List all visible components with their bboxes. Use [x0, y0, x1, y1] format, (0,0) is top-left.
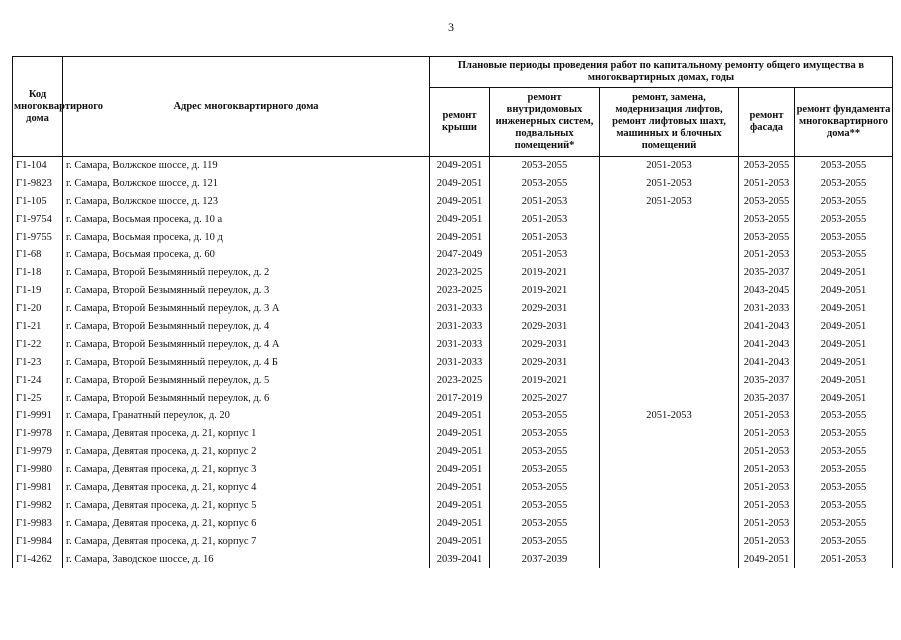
cell-facade: 2051-2053 [739, 497, 795, 515]
cell-engineering: 2053-2055 [490, 157, 600, 175]
cell-address: г. Самара, Девятая просека, д. 21, корпус 5 [63, 497, 430, 515]
cell-code: Г1-9991 [13, 407, 63, 425]
cell-address: г. Самара, Девятая просека, д. 21, корпус 2 [63, 443, 430, 461]
cell-roof: 2049-2051 [430, 175, 490, 193]
cell-address: г. Самара, Восьмая просека, д. 60 [63, 246, 430, 264]
cell-address: г. Самара, Второй Безымянный переулок, д. 3 [63, 282, 430, 300]
table-row [13, 497, 893, 515]
cell-code: Г1-9978 [13, 425, 63, 443]
cell-engineering: 2053-2055 [490, 515, 600, 533]
cell-foundation: 2049-2051 [795, 390, 893, 408]
table-row [13, 282, 893, 300]
cell-foundation: 2053-2055 [795, 479, 893, 497]
cell-elevators [600, 479, 739, 497]
cell-engineering: 2025-2027 [490, 390, 600, 408]
cell-elevators [600, 497, 739, 515]
cell-engineering: 2053-2055 [490, 497, 600, 515]
cell-engineering: 2019-2021 [490, 264, 600, 282]
cell-address: г. Самара, Восьмая просека, д. 10 д [63, 229, 430, 247]
cell-code: Г1-25 [13, 390, 63, 408]
cell-address: г. Самара, Второй Безымянный переулок, д. 4 А [63, 336, 430, 354]
cell-code: Г1-4262 [13, 551, 63, 569]
cell-roof: 2047-2049 [430, 246, 490, 264]
cell-code: Г1-9983 [13, 515, 63, 533]
cell-engineering: 2053-2055 [490, 461, 600, 479]
cell-foundation: 2053-2055 [795, 515, 893, 533]
cell-foundation: 2053-2055 [795, 497, 893, 515]
cell-code: Г1-9755 [13, 229, 63, 247]
cell-elevators [600, 229, 739, 247]
table-row [13, 533, 893, 551]
cell-foundation: 2049-2051 [795, 318, 893, 336]
table-row [13, 390, 893, 408]
table-row [13, 336, 893, 354]
cell-roof: 2049-2051 [430, 407, 490, 425]
cell-foundation: 2053-2055 [795, 443, 893, 461]
cell-address: г. Самара, Второй Безымянный переулок, д. 4 [63, 318, 430, 336]
cell-code: Г1-9823 [13, 175, 63, 193]
cell-elevators [600, 282, 739, 300]
cell-facade: 2053-2055 [739, 193, 795, 211]
cell-code: Г1-9984 [13, 533, 63, 551]
cell-facade: 2035-2037 [739, 372, 795, 390]
cell-facade: 2041-2043 [739, 354, 795, 372]
cell-roof: 2049-2051 [430, 211, 490, 229]
cell-roof: 2049-2051 [430, 479, 490, 497]
cell-engineering: 2029-2031 [490, 318, 600, 336]
cell-roof: 2049-2051 [430, 193, 490, 211]
cell-foundation: 2053-2055 [795, 157, 893, 175]
cell-foundation: 2053-2055 [795, 533, 893, 551]
cell-elevators [600, 264, 739, 282]
page-number: 3 [448, 20, 454, 34]
cell-engineering: 2029-2031 [490, 300, 600, 318]
table-row [13, 443, 893, 461]
cell-foundation: 2053-2055 [795, 229, 893, 247]
cell-roof: 2049-2051 [430, 443, 490, 461]
cell-engineering: 2051-2053 [490, 229, 600, 247]
cell-elevators: 2051-2053 [600, 175, 739, 193]
cell-foundation: 2051-2053 [795, 551, 893, 569]
cell-roof: 2031-2033 [430, 336, 490, 354]
cell-address: г. Самара, Девятая просека, д. 21, корпус 1 [63, 425, 430, 443]
cell-roof: 2031-2033 [430, 318, 490, 336]
cell-elevators: 2051-2053 [600, 193, 739, 211]
cell-foundation: 2053-2055 [795, 425, 893, 443]
cell-facade: 2051-2053 [739, 175, 795, 193]
cell-engineering: 2051-2053 [490, 246, 600, 264]
cell-address: г. Самара, Волжское шоссе, д. 121 [63, 175, 430, 193]
cell-address: г. Самара, Волжское шоссе, д. 123 [63, 193, 430, 211]
cell-address: г. Самара, Восьмая просека, д. 10 а [63, 211, 430, 229]
cell-facade: 2041-2043 [739, 318, 795, 336]
header-foundation: ремонт фундамента многоквартирного дома** [795, 88, 893, 157]
cell-roof: 2049-2051 [430, 515, 490, 533]
table-row [13, 479, 893, 497]
cell-roof: 2031-2033 [430, 354, 490, 372]
cell-foundation: 2049-2051 [795, 282, 893, 300]
cell-address: г. Самара, Второй Безымянный переулок, д. 2 [63, 264, 430, 282]
cell-elevators [600, 336, 739, 354]
cell-engineering: 2029-2031 [490, 336, 600, 354]
cell-code: Г1-18 [13, 264, 63, 282]
cell-roof: 2049-2051 [430, 497, 490, 515]
cell-foundation: 2049-2051 [795, 354, 893, 372]
cell-elevators [600, 246, 739, 264]
cell-facade: 2051-2053 [739, 425, 795, 443]
cell-engineering: 2053-2055 [490, 407, 600, 425]
cell-code: Г1-9754 [13, 211, 63, 229]
cell-foundation: 2049-2051 [795, 336, 893, 354]
cell-code: Г1-9979 [13, 443, 63, 461]
cell-code: Г1-105 [13, 193, 63, 211]
cell-address: г. Самара, Второй Безымянный переулок, д. 6 [63, 390, 430, 408]
table-row [13, 551, 893, 569]
header-periods-group: Плановые периоды проведения работ по капитальному ремонту общего имущества в многоквартирных домах, годы [430, 57, 893, 88]
cell-engineering: 2053-2055 [490, 443, 600, 461]
capital-repair-schedule-table [12, 56, 893, 568]
cell-elevators [600, 461, 739, 479]
cell-facade: 2053-2055 [739, 157, 795, 175]
cell-elevators [600, 372, 739, 390]
cell-roof: 2023-2025 [430, 282, 490, 300]
cell-elevators: 2051-2053 [600, 157, 739, 175]
cell-roof: 2049-2051 [430, 425, 490, 443]
cell-engineering: 2029-2031 [490, 354, 600, 372]
cell-roof: 2017-2019 [430, 390, 490, 408]
table-row [13, 425, 893, 443]
table-row [13, 246, 893, 264]
cell-code: Г1-23 [13, 354, 63, 372]
cell-foundation: 2053-2055 [795, 461, 893, 479]
table-row [13, 157, 893, 175]
cell-facade: 2051-2053 [739, 515, 795, 533]
cell-foundation: 2053-2055 [795, 246, 893, 264]
table-row [13, 175, 893, 193]
cell-engineering: 2053-2055 [490, 533, 600, 551]
cell-roof: 2039-2041 [430, 551, 490, 569]
cell-facade: 2035-2037 [739, 264, 795, 282]
cell-address: г. Самара, Девятая просека, д. 21, корпус 6 [63, 515, 430, 533]
cell-facade: 2049-2051 [739, 551, 795, 569]
table-row [13, 407, 893, 425]
cell-engineering: 2053-2055 [490, 175, 600, 193]
cell-foundation: 2049-2051 [795, 300, 893, 318]
cell-address: г. Самара, Второй Безымянный переулок, д. 5 [63, 372, 430, 390]
table-body [13, 157, 893, 569]
cell-facade: 2051-2053 [739, 479, 795, 497]
cell-code: Г1-20 [13, 300, 63, 318]
cell-address: г. Самара, Девятая просека, д. 21, корпус 4 [63, 479, 430, 497]
cell-elevators [600, 515, 739, 533]
cell-facade: 2051-2053 [739, 407, 795, 425]
table-row [13, 229, 893, 247]
cell-facade: 2051-2053 [739, 246, 795, 264]
cell-roof: 2031-2033 [430, 300, 490, 318]
table-row [13, 318, 893, 336]
cell-engineering: 2019-2021 [490, 282, 600, 300]
header-address: Адрес многоквартирного дома [63, 57, 430, 157]
cell-facade: 2051-2053 [739, 461, 795, 479]
cell-roof: 2049-2051 [430, 533, 490, 551]
cell-elevators [600, 443, 739, 461]
cell-elevators [600, 300, 739, 318]
cell-engineering: 2019-2021 [490, 372, 600, 390]
cell-code: Г1-21 [13, 318, 63, 336]
table-row [13, 354, 893, 372]
header-elevators: ремонт, замена, модернизация лифтов, ремонт лифтовых шахт, машинных и блочных помещений [600, 88, 739, 157]
table-row [13, 300, 893, 318]
cell-elevators [600, 425, 739, 443]
cell-facade: 2043-2045 [739, 282, 795, 300]
cell-code: Г1-9982 [13, 497, 63, 515]
cell-foundation: 2049-2051 [795, 372, 893, 390]
cell-elevators [600, 533, 739, 551]
cell-engineering: 2037-2039 [490, 551, 600, 569]
cell-facade: 2051-2053 [739, 443, 795, 461]
cell-address: г. Самара, Гранатный переулок, д. 20 [63, 407, 430, 425]
cell-code: Г1-104 [13, 157, 63, 175]
cell-foundation: 2053-2055 [795, 175, 893, 193]
cell-code: Г1-19 [13, 282, 63, 300]
table-row [13, 372, 893, 390]
cell-facade: 2035-2037 [739, 390, 795, 408]
header-roof: ремонт крыши [430, 88, 490, 157]
cell-facade: 2053-2055 [739, 211, 795, 229]
cell-roof: 2023-2025 [430, 264, 490, 282]
cell-engineering: 2051-2053 [490, 193, 600, 211]
cell-engineering: 2053-2055 [490, 479, 600, 497]
cell-foundation: 2053-2055 [795, 407, 893, 425]
cell-address: г. Самара, Второй Безымянный переулок, д. 4 Б [63, 354, 430, 372]
table-row [13, 211, 893, 229]
cell-address: г. Самара, Девятая просека, д. 21, корпус 7 [63, 533, 430, 551]
cell-elevators [600, 211, 739, 229]
cell-foundation: 2053-2055 [795, 193, 893, 211]
header-facade: ремонт фасада [739, 88, 795, 157]
cell-address: г. Самара, Девятая просека, д. 21, корпус 3 [63, 461, 430, 479]
cell-facade: 2031-2033 [739, 300, 795, 318]
cell-facade: 2041-2043 [739, 336, 795, 354]
table-row [13, 193, 893, 211]
table-row [13, 264, 893, 282]
cell-code: Г1-9981 [13, 479, 63, 497]
cell-engineering: 2051-2053 [490, 211, 600, 229]
cell-facade: 2053-2055 [739, 229, 795, 247]
cell-address: г. Самара, Заводское шоссе, д. 16 [63, 551, 430, 569]
cell-foundation: 2049-2051 [795, 264, 893, 282]
cell-engineering: 2053-2055 [490, 425, 600, 443]
cell-roof: 2049-2051 [430, 229, 490, 247]
header-code: Код многоквартирного дома [13, 57, 63, 157]
cell-facade: 2051-2053 [739, 533, 795, 551]
cell-address: г. Самара, Второй Безымянный переулок, д. 3 А [63, 300, 430, 318]
cell-code: Г1-68 [13, 246, 63, 264]
cell-roof: 2049-2051 [430, 461, 490, 479]
cell-address: г. Самара, Волжское шоссе, д. 119 [63, 157, 430, 175]
table-row [13, 515, 893, 533]
cell-code: Г1-9980 [13, 461, 63, 479]
cell-elevators [600, 551, 739, 569]
cell-roof: 2023-2025 [430, 372, 490, 390]
cell-code: Г1-24 [13, 372, 63, 390]
cell-elevators [600, 354, 739, 372]
cell-foundation: 2053-2055 [795, 211, 893, 229]
cell-elevators [600, 390, 739, 408]
table-row [13, 461, 893, 479]
header-engineering: ремонт внутридомовых инженерных систем, подвальных помещений* [490, 88, 600, 157]
cell-elevators [600, 318, 739, 336]
cell-elevators: 2051-2053 [600, 407, 739, 425]
cell-code: Г1-22 [13, 336, 63, 354]
cell-roof: 2049-2051 [430, 157, 490, 175]
